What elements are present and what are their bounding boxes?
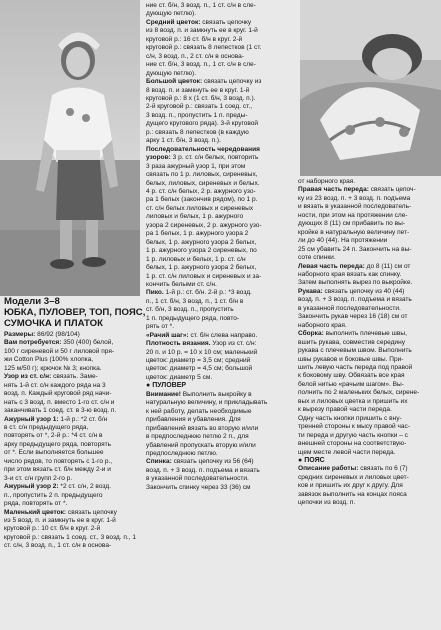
text-line [298,229,439,237]
text-span: к ней работу, делать необходимые [146,407,252,415]
text-line [298,203,439,211]
text-line [146,315,296,323]
text-span: ти переда и другую часть кнопки – с [298,431,408,439]
text-line [146,146,296,154]
text-span: ние ст. б/н, 3 возд. п., 1 ст. с/н в сле- [146,61,256,69]
text-span: ние ст. б/н, 3 возд. п., 1 ст. с/н в сле- [146,2,256,9]
text-line [146,442,296,450]
text-line [4,390,140,398]
text-span: п., пропустить 2 п. предыдущего [4,491,103,499]
text-span: белой нитью «рачьим шагом». Вы- [298,380,404,388]
bold-term: Последовательность чередования [146,145,260,153]
text-span: ряда, повторять от *. [4,500,68,508]
text-span: возд. п. + 3 возд. п. подъема и вязать [146,466,260,474]
text-line [146,171,296,179]
bullet-icon: ● [146,382,153,390]
photo-child-bag-image [300,0,441,176]
text-line [146,78,296,86]
bold-term: Рукава: [298,287,323,295]
text-column-3 [298,178,439,508]
text-line [298,406,439,414]
text-line [298,347,439,355]
text-span: круговой р.: 8 х (1 ст. б/н, 3 возд. п.). [146,94,256,102]
text-span: связать цепочку из 56 (64) [171,458,254,466]
text-line [298,279,439,287]
text-line [4,356,140,364]
text-span: наборного края. [298,321,347,329]
text-span: Затем выполнять вырез по выкройке. [298,279,413,287]
text-line [298,296,439,304]
text-line [298,305,439,313]
text-span: круговой р.: связать 8 лепестков (1 ст. [146,44,262,52]
text-line [146,87,296,95]
text-span: прибавления и убавления. Для [146,416,241,424]
bold-term: Спинка: [146,458,172,466]
text-span: цветок: диаметр = 4,5 см; большой [146,365,253,373]
text-line [4,525,140,533]
text-span: 1 р. ажурного узора 2 сиреневых, по [146,247,257,255]
text-span: дущего кругового ряда). 3-й круговой [146,120,259,128]
text-span: связать цепочку из 40 (44) [322,287,405,295]
text-span: круговой р.: связать 1 соед. ст., 3 возд. п., 1 [4,533,136,541]
text-line [4,509,140,517]
text-line [146,180,296,188]
text-line [298,288,439,296]
text-span: ра 1 белых, 1 р. ажурного узора 2 [146,230,249,238]
bold-term: Внимание! [146,390,181,398]
photo-child-bag [300,0,441,176]
text-span: от наборного края. [298,178,356,185]
text-span: 350 (400) белой, [61,339,114,347]
text-span: ст. с/н белых лиловых и сиреневых [146,204,254,212]
text-line [146,53,296,61]
text-line [146,10,296,18]
text-span: к вырезу правой части переда. [298,406,392,414]
text-line [146,61,296,69]
text-line [146,2,296,10]
text-line [4,466,140,474]
text-line [146,484,296,492]
text-line [298,423,439,431]
text-span: возд. п. Каждый круговой ряд начи- [4,390,112,398]
text-span: круговой р.: 10 ст. б/н в круг. 2-й [4,525,101,533]
text-line [4,416,140,424]
text-span: нять 1-й ст. с/н каждого ряда на 3 [4,381,106,389]
text-span: 3 раза ажурный узор 1, при этом [146,162,246,170]
text-span: р.: связать 8 лепестков (в каждую [146,128,249,136]
text-span: 86/92 (98/104) [35,331,80,338]
text-span: в указанной последовательности. [298,304,401,312]
text-span: вых и лиловых цветка и пришить их [298,397,408,405]
text-span: возд. п. + 3 возд. п. подъема и вязать [298,296,412,304]
text-span: вшить рукава, совместив середину [298,338,405,346]
text-line [4,365,140,373]
bold-term: Пико. [146,289,164,297]
bold-term: Сборка: [298,330,324,338]
text-span: к боковому шву. Обвязать все края [298,372,405,380]
text-line [146,154,296,162]
text-line [146,239,296,247]
text-span: связать цепочку из [202,78,262,86]
text-span: рукава с плечевым швом. Выполнить [298,347,412,355]
text-line [146,129,296,137]
text-line [146,475,296,483]
text-line [146,391,296,399]
text-span: дующих 8 (11) см прибавить по вы- [298,220,405,228]
text-span: ности, при этом на протяжении сле- [298,211,408,219]
text-span: выполнить плечевые швы, [323,330,407,338]
text-span: кончить белыми ст. с/н. [146,280,217,288]
text-line [146,332,296,340]
text-span: связать по 6 (7) [358,465,408,473]
text-span: Закончить спинку через 33 (36) см [146,483,251,491]
text-span: связать цепоч- [368,186,416,194]
text-span: соте спинки. [298,254,336,262]
text-line [146,416,296,424]
text-span: из 8 возд. п. и замкнуть ее в круг. 1-й [146,27,258,35]
bold-term: Маленький цветок: [4,508,67,516]
bold-term: Ажурный узор 2: [4,483,59,491]
text-span: ст. б/н, 3 возд. п., пропустить [146,306,234,314]
text-line [4,373,140,381]
text-span: полнить по 2 маленьких белых, сирене- [298,389,420,397]
photo-child-beach-image [0,0,140,296]
text-span: п., 1 ст. б/н, 3 возд. п., 1 ст. б/н в [146,297,244,305]
text-span: цветок: диаметр = 3,5 см; средний [146,357,251,365]
text-span: от *. Если выполняется большее [4,449,104,457]
text-line [298,465,439,473]
text-span: Одну часть кнопки пришить с вну- [298,414,402,422]
text-line [298,246,439,254]
text-line [146,365,296,373]
text-line [298,474,439,482]
text-span: Узор из ст. с/н: [210,340,257,348]
bold-term: Плотность вязания. [146,340,211,348]
text-line [298,220,439,228]
text-line [146,163,296,171]
text-span: ку из 23 возд. п. + 3 возд. п. подъема [298,194,411,202]
text-line [146,137,296,145]
text-line [4,475,140,483]
bold-term: Правая часть переда: [298,186,369,194]
text-line [146,273,296,281]
bold-term: Вам потребуется: [4,339,62,347]
text-span: 1 п. предыдущего ряда, повто- [146,314,240,322]
text-span: *2 ст. с/н, 2 возд. [58,483,111,491]
text-span: 20 п. и 10 р. = 10 х 10 см; маленький [146,348,258,356]
text-span: цветок: диаметр 5 см. [146,373,213,381]
text-span: заканчивать 1 соед. ст. в 3-ю возд. п. [4,407,117,415]
text-line [146,256,296,264]
text-span: в предпоследнюю петлю 2 п., для [146,433,249,441]
text-span: ков и пришить их друг к другу. Для [298,482,403,490]
text-span: в указанной последовательности. [146,475,249,483]
text-span: средних сиреневых и лиловых цвет- [298,473,409,481]
text-span: число рядов, то повторять с 1-го р., [4,457,113,465]
text-span: 1-й р.: ст. б/н. 2-й р.: *3 возд. [163,289,252,297]
text-span: 1-й р.: *2 ст. б/н [58,415,108,423]
bold-term: Размеры: [4,331,36,338]
text-span: с/н, 3 возд. п., 2 ст. с/н в основа- [146,52,244,60]
text-span: 25 см убавить 24 п. Закончить на вы- [298,245,412,253]
text-line [298,440,439,448]
text-span: тренней стороны к мысу правой час- [298,423,411,431]
models-title-line3: СУМОЧКА И ПЛАТОК [4,318,103,329]
text-line [4,492,140,500]
text-line [298,254,439,262]
section-heading [146,382,296,390]
text-span: Закончить рукав через 16 (18) см от [298,313,408,321]
text-line [298,237,439,245]
text-line [298,186,439,194]
text-line [298,339,439,347]
models-title-line1: Модели 3–8 [4,296,60,307]
text-span: в ст. с/н предыдущего ряда, [4,423,89,431]
text-line [298,499,439,507]
text-line [298,372,439,380]
text-line [146,230,296,238]
text-line [4,449,140,457]
text-span: убавлений пропускать вторую и/или [146,441,256,449]
text-span: арку предыдущего ряда, повторять [4,440,112,448]
text-span: Выполнить выкройку в [180,390,252,398]
text-line [146,222,296,230]
section-heading-text: ПУЛОВЕР [152,382,187,390]
text-span: 1 р. ст. с/н лиловых и сиреневых и за- [146,272,262,280]
text-line [146,408,296,416]
text-line [298,389,439,397]
text-line [4,500,140,508]
text-span: связать по 1 р. лиловых, сиреневых, [146,171,258,179]
text-line [146,323,296,331]
text-line [298,449,439,457]
text-span: цепочки из возд. п. [298,499,356,507]
text-span: лиловых и белых, 1 р. ажурного [146,213,244,221]
text-line [146,213,296,221]
text-line [298,322,439,330]
text-line [4,339,140,347]
bold-term: Левая часть переда: [298,262,365,270]
text-span: ли до 40 (44). На протяжении [298,237,388,245]
text-span: жи Cotton Plus (100% хлопка, [4,356,94,364]
text-span: и вязать в указанной последователь- [298,203,412,211]
text-line [146,120,296,128]
text-line [146,306,296,314]
text-line [298,212,439,220]
text-span: связать цепочку [200,18,252,26]
text-span: дующую петлю). [146,69,197,77]
text-line [4,542,140,550]
text-column-1 [4,331,140,551]
text-span: 3-и ст. с/н групп 2-го р. [4,474,73,482]
text-span: 3 возд. п., пропустить 1 п. преды- [146,111,248,119]
text-span: 4 р. ст. с/н белых, 2 р. ажурного узо- [146,187,256,195]
text-span: предпоследнюю петлю. [146,450,218,458]
text-line [146,340,296,348]
text-span: 3 р. ст. с/н белых, повторить [170,154,259,162]
text-line [146,458,296,466]
text-span: круговой р.: 16 ст. б/н в круг. 2-й [146,35,243,43]
text-line [298,263,439,271]
text-span: 100 г сиреневой и 50 г лиловой пря- [4,347,115,355]
text-span: наборного края вязать как спинку. [298,270,402,278]
text-span: белых, 1 р. ажурного узора 2 белых, [146,238,257,246]
bullet-icon: ● [298,456,305,464]
text-line [298,313,439,321]
text-span: ст. б/н слева направо. [188,331,258,339]
text-span: натуральную величину, и прикладывать [146,399,268,407]
text-line [146,196,296,204]
text-line [4,407,140,415]
text-span: до 8 (11) см от [364,262,411,270]
text-line [298,482,439,490]
text-span: 2-й круговой р.: связать 1 соед. ст., [146,103,253,111]
text-line [146,349,296,357]
models-title-line2: ЮБКА, ПУЛОВЕР, ТОП, ПОЯС, [4,307,146,318]
bold-term: Узор из ст. с/н: [4,373,52,381]
text-span: дующую петлю). [146,10,197,18]
bold-term: узоров: [146,154,171,162]
text-line [4,458,140,466]
photo-child-beach [0,0,140,296]
text-span: рять от *. [146,323,175,331]
text-line [4,432,140,440]
text-line [4,399,140,407]
text-span: узора 2 сиреневых, 2 р. ажурного узо- [146,221,262,229]
text-column-2 [146,2,296,492]
text-span: прибавлений вязать во вторую и/или [146,424,259,432]
text-line [146,399,296,407]
text-line [298,432,439,440]
bold-term: Средний цветок: [146,18,201,26]
text-line [146,70,296,78]
text-span: кройке в натуральную величину пет- [298,228,410,236]
bold-term: Большой цветок: [146,78,203,86]
text-line [146,289,296,297]
text-span: повторять от *, 2-й р.: *4 ст. с/н в [4,432,103,440]
text-span: шить левую часть переда под правой [298,363,413,371]
bold-term: Описание работы: [298,465,359,473]
text-line [4,483,140,491]
text-span: внешней стороны на соответствую- [298,440,407,448]
text-span: белых, лиловых, сиреневых и белых. [146,179,260,187]
text-span: белых, 1 р. ажурного узора 2 белых, [146,264,257,272]
text-span: ра 1 белых (закончив рядом), по 1 р. [146,196,258,204]
text-span: ст. с/н, 3 возд. п., 1 ст. с/н в основа- [4,542,112,550]
text-line [146,27,296,35]
text-span: связать. Заме- [51,373,98,381]
text-span: связать цепочку [66,508,117,516]
text-line [4,382,140,390]
text-line [146,247,296,255]
text-line [298,356,439,364]
text-span: щем месте левой части переда. [298,448,396,456]
text-line [146,36,296,44]
text-span: нать с 3 возд. п. вместо 1-го ст. с/н и [4,398,115,406]
bold-term: «Рачий шаг»: [146,331,189,339]
section-heading-text: ПОЯС [304,456,325,464]
text-span: при этом вязать ст. б/н между 2-и и [4,466,111,474]
text-line [298,178,439,186]
models-header [4,296,146,329]
text-span: 125 м/50 г); крючок № 3; кнопка. [4,364,102,372]
text-span: из 5 возд. п. и замкнуть ее в круг. 1-й [4,516,116,524]
text-line [4,348,140,356]
text-span: 1 р. лиловых и белых, 1 р. ст. с/н [146,255,246,263]
text-span: швы рукавов и боковые швы. При- [298,355,404,363]
text-line [298,398,439,406]
text-line [146,433,296,441]
text-line [298,330,439,338]
text-line [298,491,439,499]
text-line [146,374,296,382]
text-line [146,450,296,458]
text-span: арку 1 ст. б/н, 3 возд. п.). [146,137,221,145]
text-line [298,415,439,423]
text-line [146,425,296,433]
text-line [4,534,140,542]
bold-term: Ажурный узор 1: [4,415,59,423]
text-span: завязок выполнить на концах пояса [298,490,407,498]
text-line [146,264,296,272]
text-line [146,44,296,52]
text-span: 8 возд. п. и замкнуть ее в круг. 1-й [146,86,250,94]
text-line [146,103,296,111]
